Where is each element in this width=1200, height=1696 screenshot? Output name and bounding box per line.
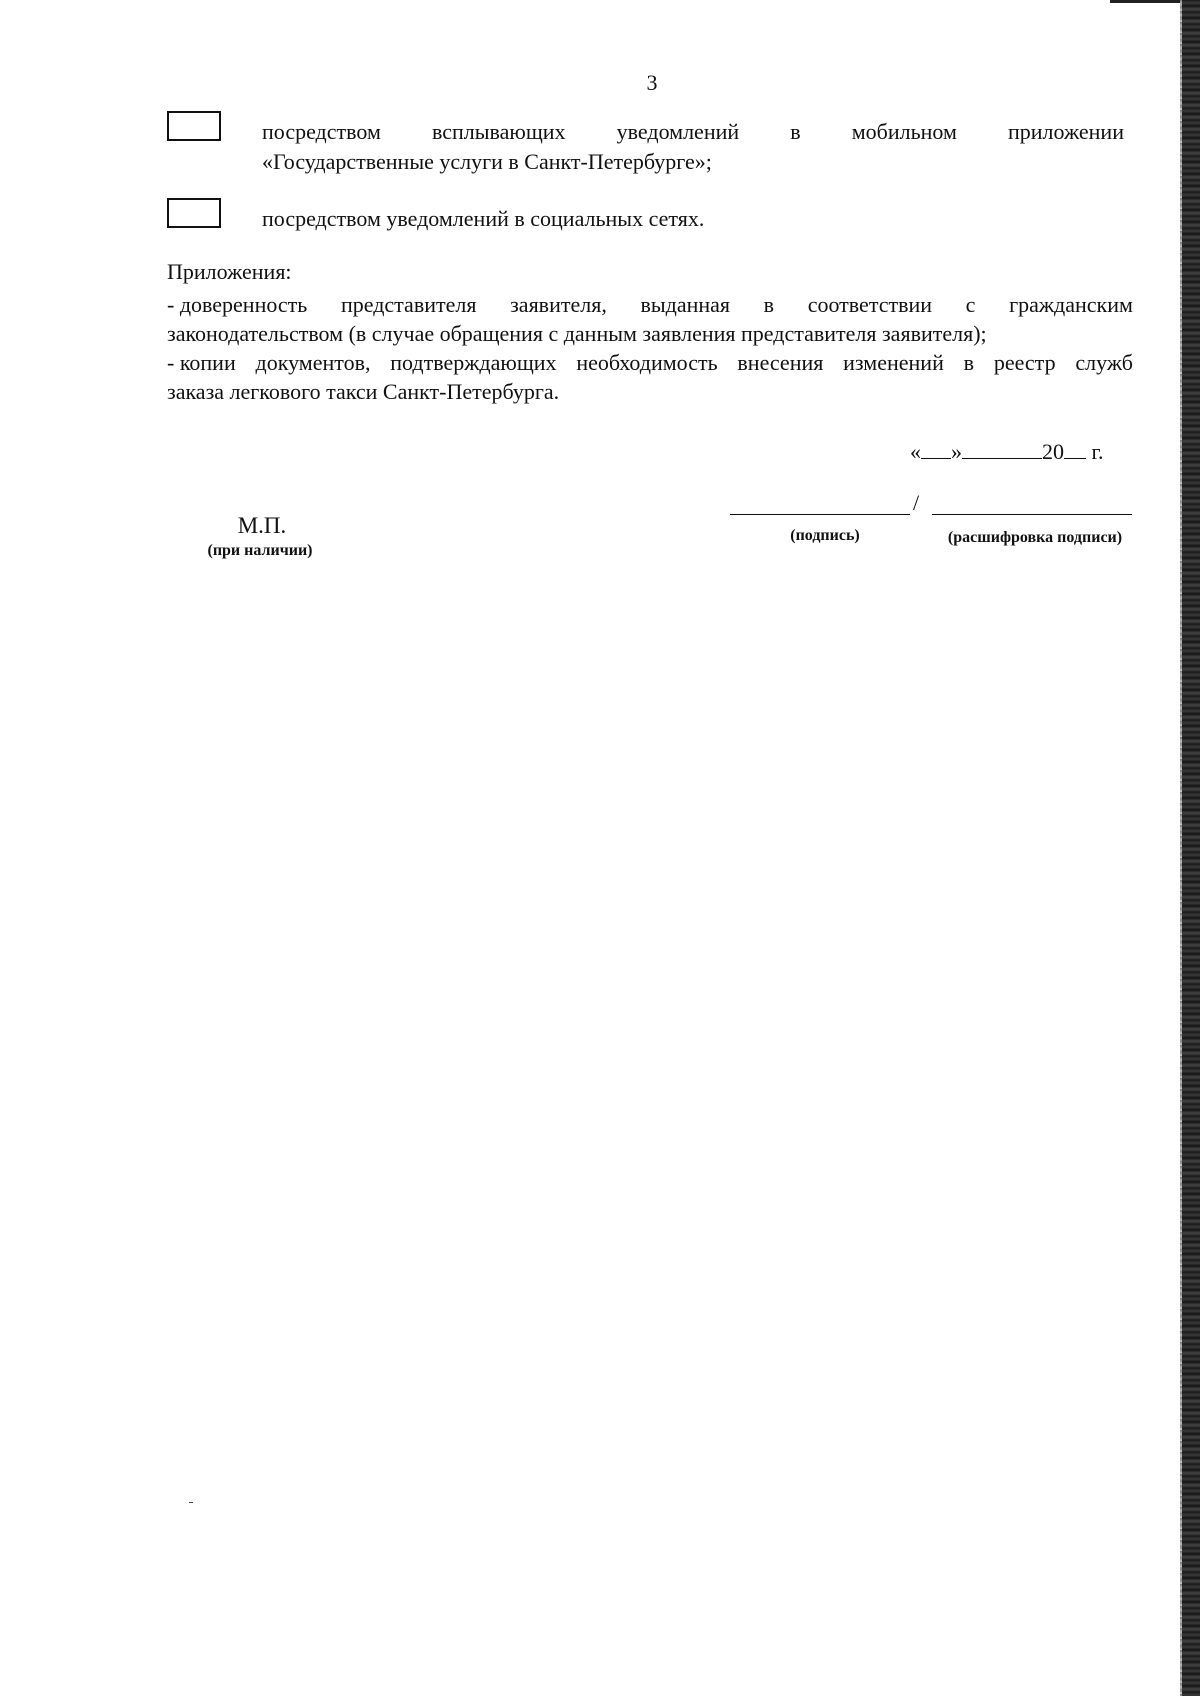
word: - доверенность xyxy=(167,292,308,317)
attachment-item1-line2: законодательством (в случае обращения с данным заявления представителя заявителя); xyxy=(167,321,987,346)
word: всплывающих xyxy=(431,119,566,144)
attachment-item2-line1 xyxy=(167,349,1133,377)
page-number: 3 xyxy=(646,70,658,95)
seal-label: М.П. xyxy=(237,513,287,538)
word: уведомлений xyxy=(616,119,740,144)
date-year-suffix: г. xyxy=(1091,439,1104,464)
word: внесения xyxy=(737,350,824,375)
date-close-quote: » xyxy=(951,439,962,464)
word: заявителя, xyxy=(510,292,607,317)
checkbox-mobile-app-notifications[interactable] xyxy=(167,111,221,141)
word: в xyxy=(790,119,801,144)
word: с xyxy=(965,292,976,317)
attachment-item2-line2: заказа легкового такси Санкт-Петербурга. xyxy=(167,379,560,404)
word: гражданским xyxy=(1009,292,1133,317)
checkbox-social-network-notifications[interactable] xyxy=(167,198,221,228)
signature-caption: (подпись) xyxy=(790,527,860,544)
word: в xyxy=(963,350,975,375)
date-day-blank[interactable] xyxy=(921,438,951,459)
word: документов, xyxy=(255,350,371,375)
word: мобильном xyxy=(851,119,957,144)
word: изменений xyxy=(843,350,944,375)
word: соответствии xyxy=(807,292,933,317)
signature-decoding-caption: (расшифровка подписи) xyxy=(947,529,1123,546)
word: необходимость xyxy=(576,350,718,375)
word: выданная xyxy=(640,292,731,317)
word: посредством xyxy=(262,119,381,144)
signature-line[interactable] xyxy=(730,514,910,515)
date-open-quote: « xyxy=(910,439,921,464)
date-year-blank[interactable] xyxy=(1064,438,1086,459)
word: представителя xyxy=(340,292,477,317)
word: служб xyxy=(1075,350,1133,375)
date-year-prefix: 20 xyxy=(1042,439,1064,464)
date-field xyxy=(910,438,1135,465)
word: в xyxy=(763,292,775,317)
attachments-heading: Приложения: xyxy=(167,259,292,284)
word: - копии xyxy=(167,350,236,375)
attachment-item1-line1 xyxy=(167,291,1133,319)
word: реестр xyxy=(993,350,1056,375)
option-mobile-app-line2: «Государственные услуги в Санкт-Петербурге»; xyxy=(262,149,712,174)
option-social-networks: посредством уведомлений в социальных сетях. xyxy=(262,206,705,231)
word: подтверждающих xyxy=(390,350,557,375)
seal-caption: (при наличии) xyxy=(207,542,313,559)
signature-separator: / xyxy=(913,490,920,515)
word: приложении xyxy=(1008,119,1124,144)
option-mobile-app-line1 xyxy=(262,118,1124,146)
scan-border-right xyxy=(1182,0,1200,1696)
scan-speck xyxy=(189,1502,193,1503)
date-month-blank[interactable] xyxy=(962,438,1042,459)
signature-decoding-line[interactable] xyxy=(932,514,1132,515)
